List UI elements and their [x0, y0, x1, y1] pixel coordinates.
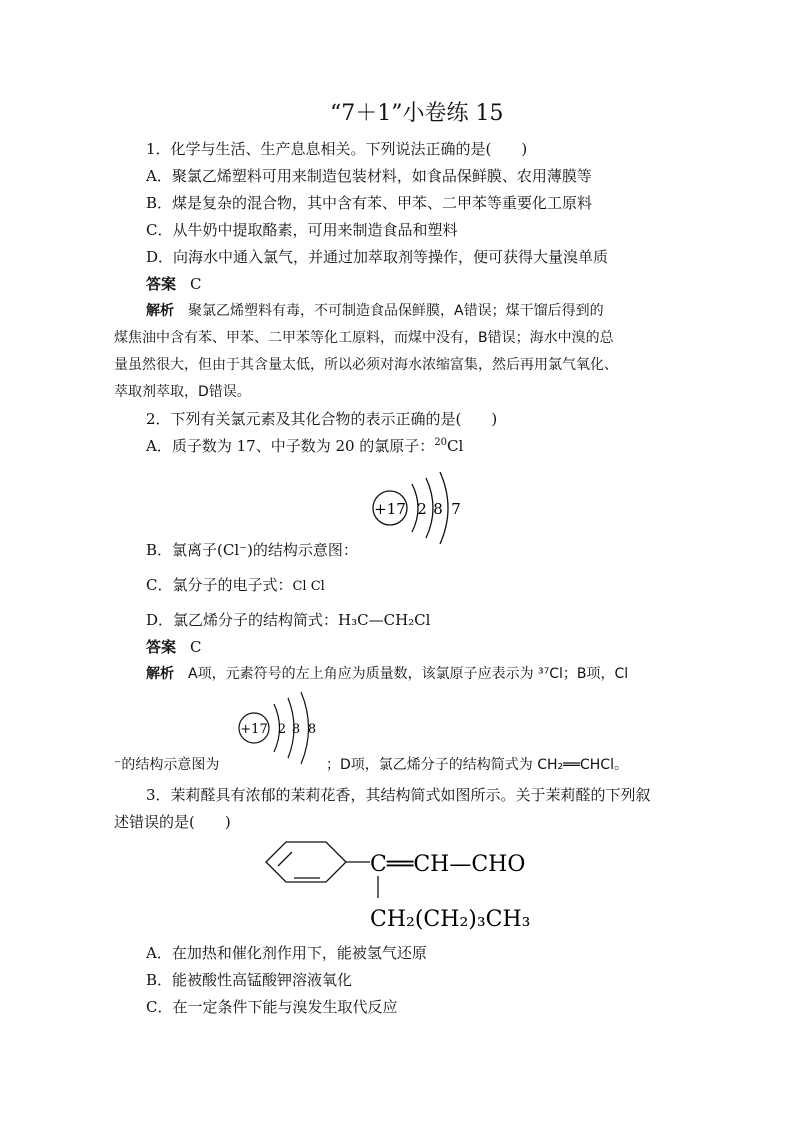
shell-electrons: 8 — [433, 500, 443, 518]
chlorine-atom-diagram — [368, 470, 468, 550]
q1-stem: 1．化学与生活、生产息息相关。下列说法正确的是( ) — [146, 140, 528, 158]
analysis-label: 解析 — [146, 303, 174, 319]
q2-option-a: A．质子数为 17、中子数为 20 的氯原子：$^{20}$Cl — [146, 437, 464, 455]
answer-value: C — [190, 275, 202, 293]
electron-formula: Cl Cl — [292, 579, 325, 594]
q2-answer — [146, 637, 202, 657]
q1-analysis-line-3: 量虽然很大，但由于其含量太低，所以必须对海水浓缩富集，然后再用氯气氧化、 — [114, 357, 618, 373]
nucleus-charge: +17 — [240, 722, 268, 737]
chloride-ion-diagram — [236, 690, 326, 766]
isotope-number: 20 — [434, 437, 448, 448]
shell-arc — [426, 478, 433, 538]
shell-electrons: 8 — [291, 722, 301, 737]
shell-electrons: 2 — [277, 722, 287, 737]
structural-formula: H₃C—CH₂Cl — [338, 611, 431, 629]
q1-analysis-line-2: 煤焦油中含有苯、甲苯、二甲苯等化工原料，而煤中没有，B错误；海水中溴的总 — [114, 330, 614, 346]
q2-option-c: C．氯分子的电子式：Cl Cl — [146, 576, 325, 594]
answer-label: 答案 — [146, 638, 177, 656]
benzene-ring — [266, 842, 346, 882]
q1-option-b: B．煤是复杂的混合物，其中含有苯、甲苯、二甲苯等重要化工原料 — [146, 194, 593, 212]
q1-option-c: C．从牛奶中提取酪素，可用来制造食品和塑料 — [146, 221, 458, 239]
q3-stem-line-1: 3．茉莉醛具有浓郁的茉莉花香，其结构简式如图所示。关于茉莉醛的下列叙 — [146, 786, 651, 804]
chain-bottom: CH₂(CH₂)₃CH₃ — [370, 907, 531, 932]
analysis-text: 聚氯乙烯塑料有毒，不可制造食品保鲜膜，A错误；煤干馏后得到的 — [188, 303, 604, 319]
q1-analysis-line-4: 萃取剂萃取，D错误。 — [114, 384, 251, 400]
q3-option-c: C．在一定条件下能与溴发生取代反应 — [146, 998, 398, 1016]
page-title: “7＋1”小卷练 15 — [330, 101, 504, 126]
analysis-label: 解析 — [146, 666, 174, 682]
q3-option-a: A．在加热和催化剂作用下，能被氢气还原 — [146, 944, 427, 962]
q2-stem: 2．下列有关氯元素及其化合物的表示正确的是( ) — [146, 410, 498, 428]
q2-analysis-line-2b: ；D项，氯乙烯分子的结构简式为 CH₂══CHCl。 — [326, 757, 628, 773]
answer-label: 答案 — [146, 275, 177, 293]
shell-electrons: 2 — [417, 500, 427, 518]
q1-option-d: D．向海水中通入氯气，并通过加萃取剂等操作，便可获得大量溴单质 — [146, 248, 609, 266]
q2-option-b: B．氯离子(Cl⁻)的结构示意图： — [146, 541, 358, 559]
nucleus-charge: +17 — [374, 500, 406, 518]
q1-option-a: A．聚氯乙烯塑料可用来制造包装材料，如食品保鲜膜、农用薄膜等 — [146, 167, 592, 185]
q1-analysis-line-1 — [146, 301, 604, 321]
q2-option-d: D．氯乙烯分子的结构简式：H₃C—CH₂Cl — [146, 611, 431, 629]
shell-electrons: 7 — [451, 500, 461, 518]
shell-electrons: 8 — [307, 722, 317, 737]
q1-answer — [146, 274, 202, 294]
q2-analysis-line-2a: ⁻的结构示意图为 — [114, 757, 220, 773]
ring-double-bond — [278, 852, 292, 866]
analysis-text: A项，元素符号的左上角应为质量数，该氯原子应表示为 ³⁷Cl；B项，Cl — [188, 666, 629, 682]
q3-option-b: B．能被酸性高锰酸钾溶液氧化 — [146, 971, 353, 989]
q3-stem-line-2: 述错误的是( ) — [114, 813, 231, 831]
answer-value: C — [190, 638, 202, 656]
jasminaldehyde-structure — [260, 836, 580, 940]
chain-top: C══CH—CHO — [370, 852, 526, 877]
q2-analysis-line-1 — [146, 664, 628, 684]
